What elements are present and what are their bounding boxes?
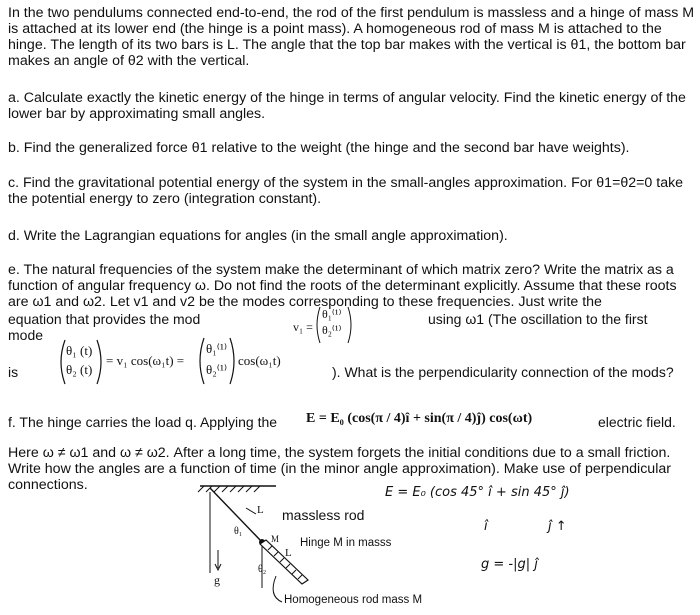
- g-mark: g: [214, 573, 220, 587]
- handwritten-i-unit: î: [484, 519, 488, 534]
- theta2-label: θ₂: [258, 564, 267, 575]
- part-f-field-tail: electric field.: [598, 414, 676, 430]
- part-a: a. Calculate exactly the kinetic energy of the hinge in terms of angular velocity. Find the kinetic energy of the lower bar by approximating small angles.: [8, 90, 686, 122]
- handwritten-E-field: E = E₀ (cos 45° î + sin 45° ĵ): [385, 485, 570, 500]
- part-e: e. The natural frequencies of the system make the determinant of which matrix zero? Write the matrix as a function of angular frequency ω. Do not find the roots of the determinant explicitly. Assume that these roots are ω1 and ω2. Let v1 and v2 be the modes corresponding to these frequencies. Just write the: [8, 262, 677, 310]
- part-e-line4a: equation that provides the mod: [8, 311, 201, 327]
- hinge-label: Hinge M in masss: [300, 537, 392, 549]
- homog-rod-label: Homogeneous rod mass M: [284, 594, 423, 606]
- part-c: c. Find the gravitational potential energy of the system in the small-angles approximation. For θ1=θ2=0 take the potential energy to zero (integration constant).: [8, 175, 684, 207]
- part-b: b. Find the generalized force θ1 relative to the weight (the hinge and the second bar have weights).: [8, 140, 630, 156]
- electric-field-formula: E = E₀ (cos(π / 4)î + sin(π / 4)ĵ) cos(ωt): [306, 411, 533, 426]
- intro-paragraph: In the two pendulums connected end-to-end, the rod of the first pendulum is massless and a hinge of mass M is attached at its lower end (the hinge is a point mass). A homogeneous rod of mass M is attached to the hinge. The length of its two bars is L. The angle that the top bar makes with the vertical is θ1, the bottom bar makes an angle of θ2 with the vertical.: [8, 5, 695, 69]
- theta1-label: θ₁: [234, 526, 243, 537]
- part-f-body: Here ω ≠ ω1 and ω ≠ ω2. After a long time, the system forgets the initial conditions due to a small friction. Write how the angles are a function of time (in the minor angle approximation). Make use of perpendicular connections.: [8, 445, 671, 493]
- part-f-intro: f. The hinge carries the load q. Applying the: [8, 414, 278, 430]
- part-e-line4b: using ω1 (The oscillation to the first: [428, 311, 648, 327]
- handwritten-g-vector: g = -|g| ĵ: [481, 557, 538, 572]
- L-bottom-label: L: [285, 547, 292, 559]
- M-mark: M: [271, 534, 280, 544]
- part-e-tail: ). What is the perpendicularity connection of the mods?: [332, 364, 674, 380]
- L-top-label: L: [257, 504, 264, 516]
- part-e-line5: mode: [8, 327, 44, 343]
- massless-rod-label: massless rod: [282, 507, 365, 523]
- part-e-is: is: [8, 364, 19, 380]
- handwritten-j-unit: ĵ ↑: [548, 519, 567, 534]
- part-d: d. Write the Lagrangian equations for angles (in the small angle approximation).: [8, 228, 508, 244]
